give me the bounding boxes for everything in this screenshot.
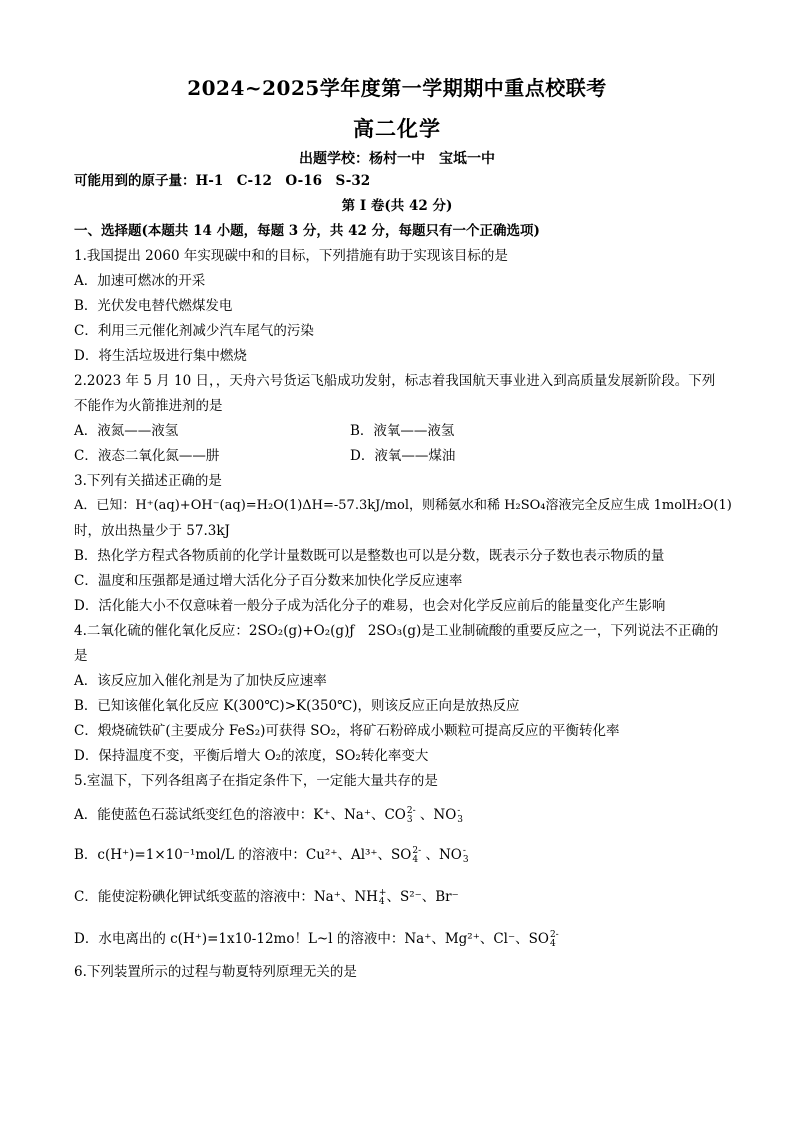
q2-stem-1: 2.2023 年 5 月 10 日，，天舟六号货运飞船成功发射，标志着我国航天事业进入到高质量发展新阶段。下列 [74, 373, 716, 389]
q6-stem: 6.下列装置所示的过程与勒夏特列原理无关的是 [74, 964, 357, 980]
q5-d-ion-sub: 4 [549, 938, 556, 949]
q5-stem: 5.室温下，下列各组离子在指定条件下，一定能大量共存的是 [74, 773, 438, 789]
q5-b-ion1-sup: 2- [412, 845, 422, 856]
q1-option-c: C．利用三元催化剂减少汽车尾气的污染 [74, 323, 314, 339]
q5-a-text: A．能使蓝色石蕊试纸变红色的溶液中：K⁺、Na⁺、CO [74, 807, 406, 823]
q1-option-d: D．将生活垃圾进行集中燃烧 [74, 348, 247, 364]
q4-stem-2: 是 [74, 648, 88, 664]
q3-option-a-1: A．已知：H⁺(aq)+OH⁻(aq)=H₂O(1)ΔH=-57.3kJ/mol，则稀氨水和稀 H₂SO₄溶液完全反应生成 1molH₂O(1) [74, 498, 732, 513]
schools-line: 出题学校：杨村一中 宝坻一中 [299, 151, 495, 167]
q5-b-ion1-sub: 4 [412, 854, 419, 865]
q3-option-a-2: 时，放出热量少于 57.3kJ [74, 523, 230, 539]
q5-c-ion-sub: 4 [378, 896, 385, 907]
atomic-mass-line: 可能用到的原子量：H-1 C-12 O-16 S-32 [74, 173, 371, 189]
q5-b-ion2-scripts [463, 847, 469, 865]
q1-option-b: B．光伏发电替代燃煤发电 [74, 298, 233, 314]
q2-row-cd [74, 447, 724, 465]
q5-c-post: 、S²⁻、Br⁻ [386, 889, 459, 905]
q1-stem: 1.我国提出 2060 年实现碳中和的目标，下列措施有助于实现该目标的是 [74, 248, 508, 264]
q2-option-d: D．液氧——煤油 [350, 448, 456, 464]
part1-heading: 一、选择题(本题共 14 小题，每题 3 分，共 42 分，每题只有一个正确选项) [74, 223, 540, 239]
q5-a-ion1-sub: 3 [406, 814, 413, 825]
q5-b-ion1-scripts [412, 847, 421, 865]
exam-title: 2024~2025学年度第一学期期中重点校联考 [187, 76, 607, 100]
q4-option-d: D．保持温度不变，平衡后增大 O₂的浓度，SO₂转化率变大 [74, 748, 429, 764]
q5-d-ion-sup: 2- [549, 929, 559, 940]
q3-option-b: B．热化学方程式各物质前的化学计量数既可以是整数也可以是分数，既表示分子数也表示物质的量 [74, 548, 665, 564]
q5-b-ion2-sub: 3 [462, 854, 469, 865]
q5-option-b [74, 846, 724, 865]
q5-d-ion-scripts [550, 931, 559, 949]
q5-d-text: D．水电离出的 c(H⁺)=1x10-12mo！L~l 的溶液中：Na⁺、Mg²⁺、Cl⁻、SO [74, 931, 549, 947]
q5-a-ion2-sub: 3 [457, 814, 464, 825]
q5-c-text: C．能使淀粉碘化钾试纸变蓝的溶液中：Na⁺、NH [74, 889, 378, 905]
q4-option-c: C．煅烧硫铁矿(主要成分 FeS₂)可获得 SO₂，将矿石粉碎成小颗粒可提高反应的平衡转化率 [74, 723, 620, 739]
q2-stem-2: 不能作为火箭推进剂的是 [74, 398, 223, 414]
q5-a-mid: 、NO [415, 807, 457, 823]
section-heading: 第 I 卷(共 42 分) [341, 198, 453, 214]
q2-option-c: C．液态二氧化氮——肼 [74, 448, 220, 464]
q5-b-ion2-sup: - [462, 845, 466, 856]
q5-a-ion2-scripts [457, 807, 463, 825]
q5-a-ion1-scripts [407, 807, 416, 825]
q4-option-a: A．该反应加入催化剂是为了加快反应速率 [74, 673, 327, 689]
q2-option-a: A．液氮——液氢 [74, 423, 179, 439]
subject-title: 高二化学 [353, 116, 441, 141]
q3-stem: 3.下列有关描述正确的是 [74, 473, 222, 489]
q5-option-c [74, 888, 724, 907]
q5-b-text: B．c(H⁺)=1×10⁻¹mol/L 的溶液中：Cu²⁺、Al³⁺、SO [74, 847, 412, 863]
q4-option-b: B．已知该催化氧化反应 K(300℃)>K(350℃)，则该反应正向是放热反应 [74, 698, 520, 714]
q5-option-a [74, 806, 724, 825]
q1-option-a: A．加速可燃冰的开采 [74, 273, 206, 289]
q5-c-ion-sup: + [378, 887, 387, 898]
q5-b-mid: 、NO [421, 847, 462, 863]
q5-a-ion1-sup: 2- [406, 805, 416, 816]
q3-option-c: C．温度和压强都是通过增大活化分子百分数来加快化学反应速率 [74, 573, 463, 589]
q2-row-ab [74, 422, 724, 440]
q4-stem-1: 4.二氧化硫的催化氧化反应：2SO₂(g)+O₂(g)ƒ 2SO₃(g)是工业制硫酸的重要反应之一，下列说法不正确的 [74, 623, 719, 639]
q3-option-d: D．活化能大小不仅意味着一般分子成为活化分子的难易，也会对化学反应前后的能量变化产生影响 [74, 598, 666, 614]
q5-option-d [74, 930, 724, 949]
q5-a-ion2-sup: - [457, 805, 461, 816]
q2-option-b: B．液氧——液氢 [350, 423, 455, 439]
